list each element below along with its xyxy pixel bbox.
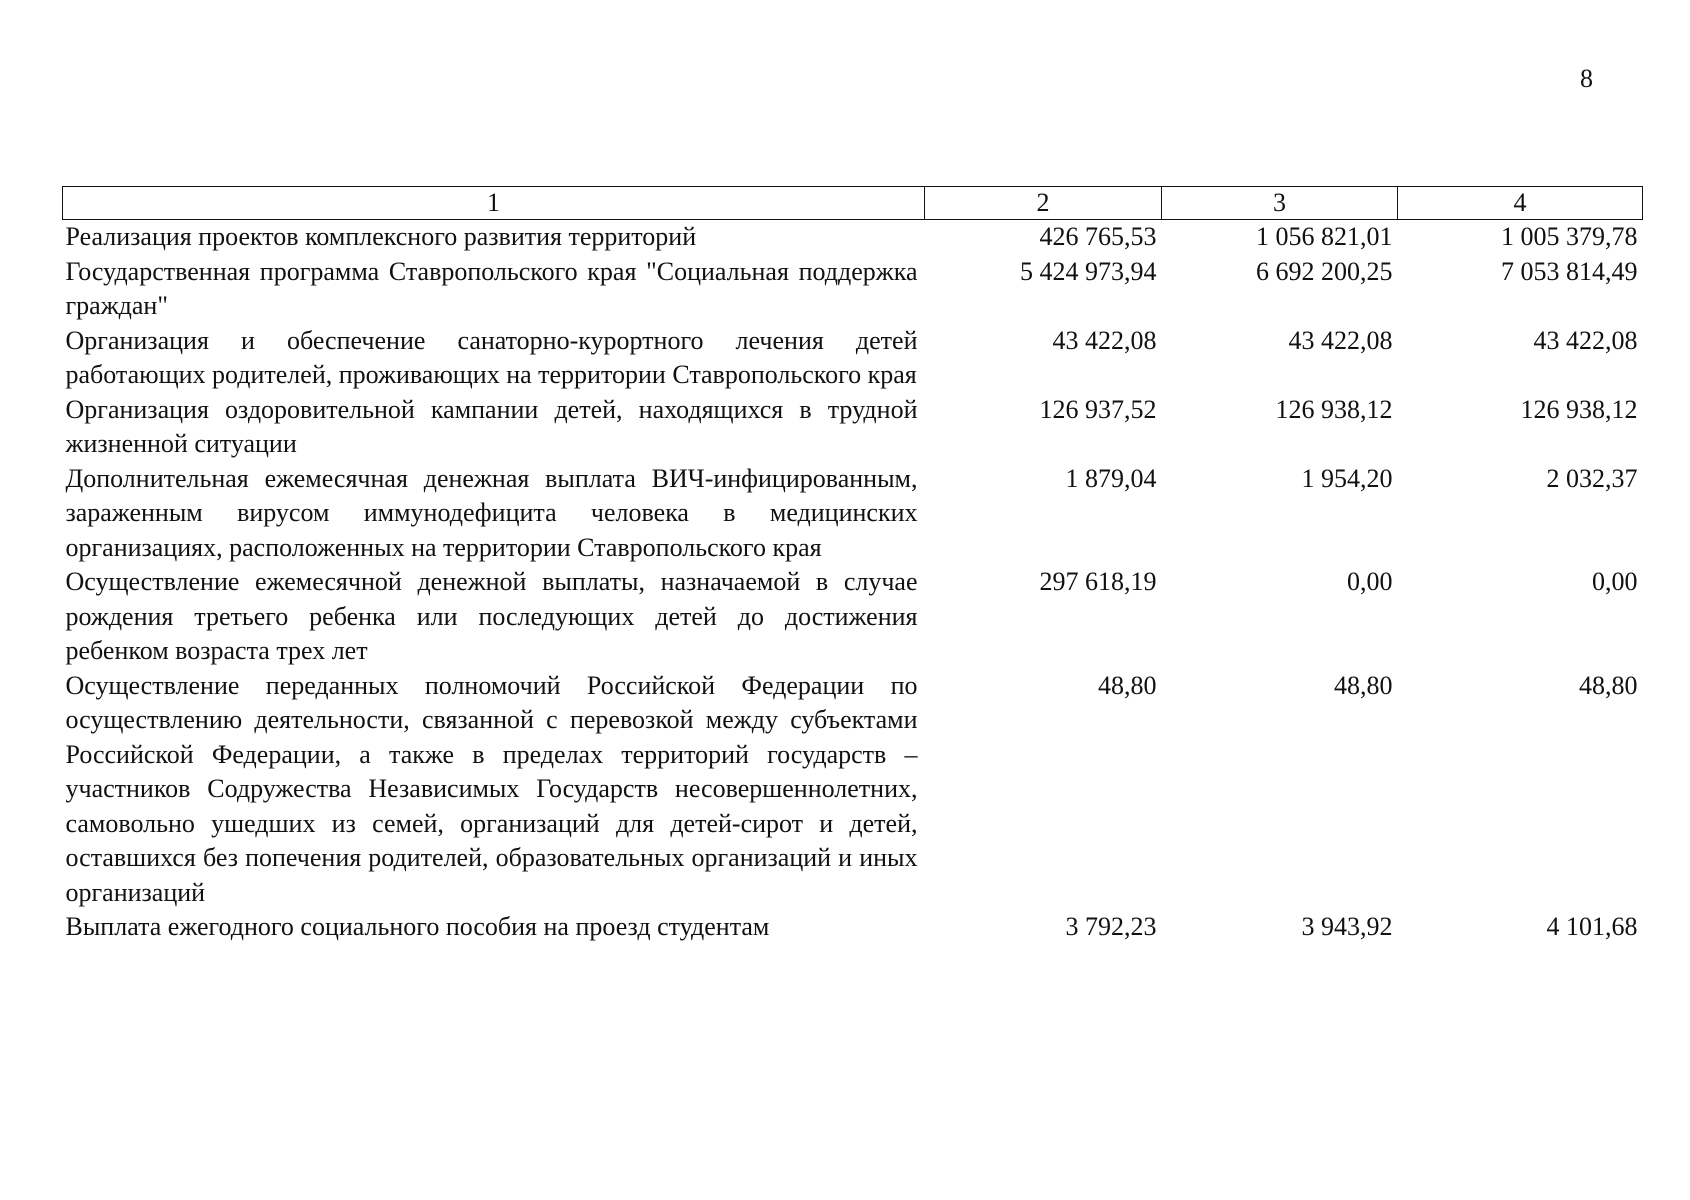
budget-table bbox=[62, 186, 1643, 949]
row-value-col-4: 7 053 814,49 bbox=[1501, 256, 1638, 286]
header-col-3: 3 bbox=[1162, 187, 1398, 220]
header-row bbox=[63, 187, 1643, 220]
row-description: Дополнительная ежемесячная денежная выплата ВИЧ-инфицированным, зараженным вирусом иммунодефицита человека в медицинских организациях, расположенных на территории Ставропольского края bbox=[65, 463, 918, 562]
row-description: Организация и обеспечение санаторно-курортного лечения детей работающих родителей, проживающих на территории Ставропольского края bbox=[65, 325, 918, 389]
table-header bbox=[63, 187, 1643, 220]
table-row bbox=[63, 669, 1643, 911]
row-description-cell bbox=[63, 255, 925, 324]
row-value-col-3: 0,00 bbox=[1347, 567, 1393, 596]
row-value-col-3: 6 692 200,25 bbox=[1256, 256, 1393, 286]
table-row bbox=[63, 255, 1643, 324]
row-description: Организация оздоровительной кампании детей, находящихся в трудной жизненной ситуации bbox=[65, 394, 918, 458]
table-body bbox=[63, 220, 1643, 949]
row-value-col-4: 43 422,08 bbox=[1533, 325, 1638, 355]
row-description: Осуществление ежемесячной денежной выплаты, назначаемой в случае рождения третьего ребенка или последующих детей до достижения ребенком возраста трех лет bbox=[65, 567, 918, 665]
row-value-col-3: 3 943,92 bbox=[1301, 912, 1393, 941]
table-row bbox=[63, 462, 1643, 566]
row-value-col-4: 1 005 379,78 bbox=[1501, 222, 1638, 251]
row-value-col-2: 5 424 973,94 bbox=[1020, 256, 1157, 286]
row-value-col-4: 48,80 bbox=[1579, 670, 1638, 700]
table-row bbox=[63, 565, 1643, 669]
row-value-col-3: 48,80 bbox=[1334, 670, 1393, 700]
row-description-cell bbox=[63, 393, 925, 462]
page-number: 8 bbox=[1580, 64, 1593, 93]
row-value-col-4: 2 032,37 bbox=[1546, 463, 1638, 493]
row-value-col-3: 43 422,08 bbox=[1288, 325, 1393, 355]
header-col-4: 4 bbox=[1398, 187, 1643, 220]
row-description-cell bbox=[63, 669, 925, 911]
table-row bbox=[63, 910, 1643, 949]
row-value-col-3: 126 938,12 bbox=[1275, 394, 1393, 424]
header-col-2: 2 bbox=[925, 187, 1162, 220]
row-value-col-2: 48,80 bbox=[1098, 670, 1157, 700]
row-value-col-2: 3 792,23 bbox=[1065, 912, 1157, 941]
row-description-cell bbox=[63, 324, 925, 393]
row-value-col-3: 1 954,20 bbox=[1301, 463, 1393, 493]
row-value-col-2: 1 879,04 bbox=[1065, 463, 1157, 493]
row-description-cell bbox=[63, 910, 925, 949]
row-description: Реализация проектов комплексного развития территорий bbox=[65, 222, 697, 251]
row-value-col-4: 4 101,68 bbox=[1546, 912, 1638, 941]
row-value-col-2: 297 618,19 bbox=[1039, 567, 1157, 596]
row-description-cell bbox=[63, 220, 925, 255]
table-row bbox=[63, 220, 1643, 255]
row-description: Выплата ежегодного социального пособия на проезд студентам bbox=[65, 912, 770, 941]
row-description: Осуществление переданных полномочий Российской Федерации по осуществлению деятельности, связанной с перевозкой между субъектами Российской Федерации, а также в пределах территорий государств – участников Содружества Независимых Государств несовершеннолетних, самовольно ушедших из семей, организаций для детей-сирот и детей, оставшихся без попечения родителей, образовательных организаций и иных организаций bbox=[65, 670, 918, 907]
row-value-col-4: 126 938,12 bbox=[1520, 394, 1638, 424]
row-description-cell bbox=[63, 462, 925, 566]
row-description: Государственная программа Ставропольского края "Социальная поддержка граждан" bbox=[65, 256, 918, 320]
row-value-col-2: 126 937,52 bbox=[1039, 394, 1157, 424]
table-row bbox=[63, 324, 1643, 393]
row-value-col-4: 0,00 bbox=[1592, 567, 1638, 596]
table-row bbox=[63, 393, 1643, 462]
row-value-col-2: 43 422,08 bbox=[1052, 325, 1157, 355]
row-description-cell bbox=[63, 565, 925, 669]
row-value-col-2: 426 765,53 bbox=[1039, 222, 1157, 251]
row-value-col-3: 1 056 821,01 bbox=[1256, 222, 1393, 251]
header-col-1: 1 bbox=[63, 187, 925, 220]
